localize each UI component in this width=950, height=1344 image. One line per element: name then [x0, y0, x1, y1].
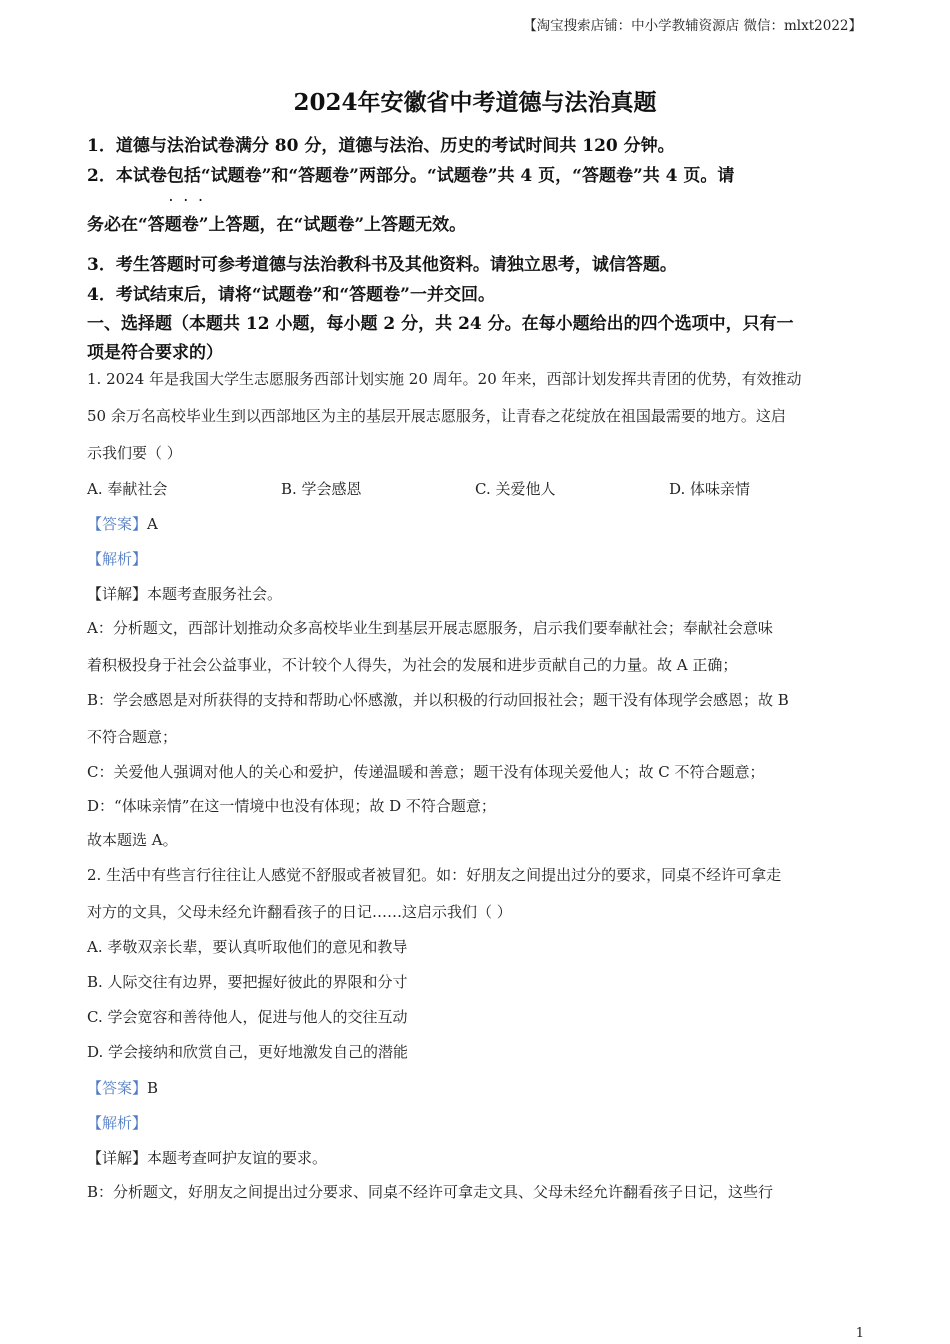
q2-option-a: A. 孝敬双亲长辈，要认真听取他们的意见和教导: [87, 938, 408, 956]
q1-detail-line-7: D：“体味亲情”在这一情境中也没有体现；故 D 不符合题意；: [87, 797, 496, 815]
q2-option-b: B. 人际交往有边界，要把握好彼此的界限和分寸: [87, 973, 408, 991]
q2-analysis-tag: 【解析】: [87, 1114, 148, 1132]
q2-stem-line-1: 2. 生活中有些言行往往让人感觉不舒服或者被冒犯。如：好朋友之间提出过分的要求，同桌不经许可拿走: [87, 866, 782, 884]
q2-stem-line-2: 对方的文具，父母未经允许翻看孩子的日记……这启示我们（ ）: [87, 903, 512, 921]
instruction-2: 2．本试卷包括“试题卷”和“答题卷”两部分。“试题卷”共 4 页，“答题卷”共 4 页。请: [87, 166, 735, 186]
q1-detail-line-1: 【详解】本题考查服务社会。: [87, 585, 283, 603]
q2-option-c: C. 学会宽容和善待他人，促进与他人的交往互动: [87, 1008, 408, 1026]
q2-option-d: D. 学会接纳和欣赏自己，更好地激发自己的潜能: [87, 1043, 409, 1061]
q1-option-d: D. 体味亲情: [669, 480, 751, 498]
q1-detail-line-4: B：学会感恩是对所获得的支持和帮助心怀感激，并以积极的行动回报社会；题干没有体现学会感恩；故 B: [87, 691, 789, 709]
q1-detail-line-6: C：关爱他人强调对他人的关心和爱护，传递温暖和善意；题干没有体现关爱他人；故 C 不符合题意；: [87, 763, 765, 781]
q1-answer-line: [87, 513, 158, 534]
q2-detail-line-1: 【详解】本题考查呵护友谊的要求。: [87, 1149, 328, 1167]
q2-answer-line: [87, 1077, 158, 1098]
page-title: 2024年安徽省中考道德与法治真题: [293, 89, 657, 116]
q1-stem-line-3: 示我们要（ ）: [87, 444, 182, 462]
q1-detail-line-3: 着积极投身于社会公益事业，不计较个人得失，为社会的发展和进步贡献自己的力量。故 A 正确；: [87, 656, 738, 674]
q1-analysis-tag: 【解析】: [87, 550, 148, 568]
q1-answer-tag: 【答案】: [87, 515, 148, 533]
q1-detail-line-5: 不符合题意；: [87, 728, 178, 746]
q1-answer: A: [147, 515, 158, 533]
instruction-3: 3．考生答题时可参考道德与法治教科书及其他资料。请独立思考，诚信答题。: [87, 255, 677, 275]
q1-stem-line-2: 50 余万名高校毕业生到以西部地区为主的基层开展志愿服务，让青春之花绽放在祖国最需要的地方。这启: [87, 407, 786, 425]
q1-option-b: B. 学会感恩: [281, 480, 362, 498]
section-heading-cont: 项是符合要求的）: [87, 343, 223, 363]
q1-detail-line-2: A：分析题文，西部计划推动众多高校毕业生到基层开展志愿服务，启示我们要奉献社会；奉献社会意味: [87, 619, 773, 637]
instruction-4: 4．考试结束后，请将“试题卷”和“答题卷”一并交回。: [87, 285, 495, 305]
q1-stem-line-1: 1. 2024 年是我国大学生志愿服务西部计划实施 20 周年。20 年来，西部计划发挥共青团的优势，有效推动: [87, 370, 802, 388]
q1-option-a: A. 奉献社会: [87, 480, 168, 498]
instruction-2-cont: 务必在“答题卷”上答题，在“试题卷”上答题无效。: [87, 215, 467, 235]
q2-detail-line-2: B：分析题文，好朋友之间提出过分要求、同桌不经许可拿走文具、父母未经允许翻看孩子日记，这些行: [87, 1183, 774, 1201]
header-note: 【淘宝搜索店铺：中小学教辅资源店 微信：mlxt2022】: [523, 18, 862, 34]
instruction-1: 1．道德与法治试卷满分 80 分，道德与法治、历史的考试时间共 120 分钟。: [87, 136, 675, 156]
q2-answer: B: [147, 1079, 159, 1097]
page-number: 1: [855, 1326, 864, 1341]
emphasis-dots: ···: [169, 194, 214, 207]
q1-option-c: C. 关爱他人: [475, 480, 556, 498]
q2-answer-tag: 【答案】: [87, 1079, 148, 1097]
q1-detail-line-8: 故本题选 A。: [87, 831, 178, 849]
section-heading: 一、选择题（本题共 12 小题，每小题 2 分，共 24 分。在每小题给出的四个选项中，只有一: [87, 314, 794, 334]
